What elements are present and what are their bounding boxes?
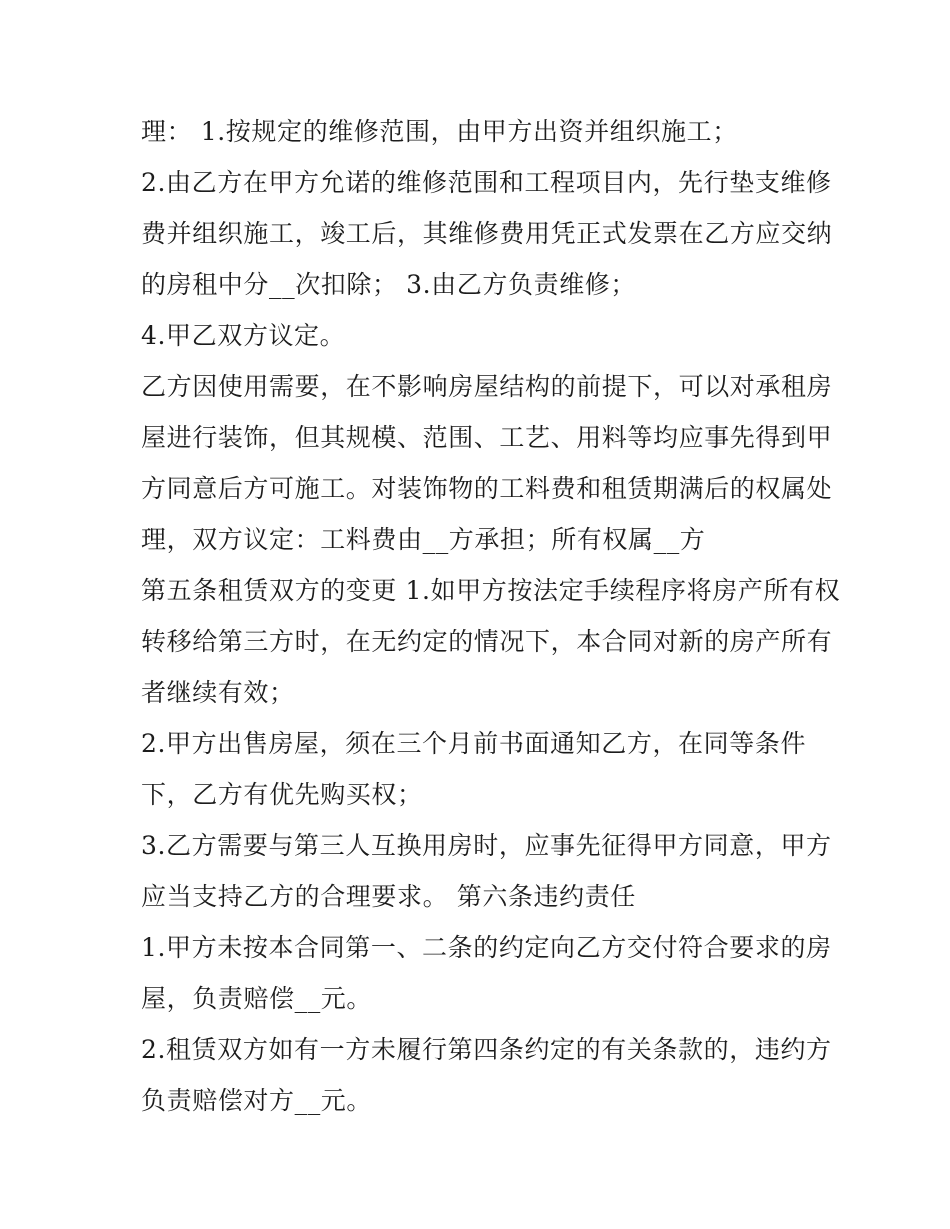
text-line: 4.甲乙双方议定。 [141, 321, 346, 350]
text-line: 负责赔偿对方__元。 [141, 1086, 373, 1115]
text-line: 者继续有效； [141, 678, 295, 707]
text-line: 屋，负责赔偿__元。 [141, 984, 373, 1013]
text-line: 应当支持乙方的合理要求。 第六条违约责任 [141, 882, 636, 911]
text-line: 2.租赁双方如有一方未履行第四条约定的有关条款的，违约方 [141, 1035, 832, 1064]
text-line: 转移给第三方时，在无约定的情况下，本合同对新的房产所有 [141, 627, 833, 656]
text-line: 理，双方议定：工料费由__方承担；所有权属__方 [141, 525, 706, 554]
text-line: 方同意后方可施工。对装饰物的工料费和租赁期满后的权属处 [141, 474, 833, 503]
text-line: 第五条租赁双方的变更 1.如甲方按法定手续程序将房产所有权 [141, 576, 841, 605]
text-line: 2.由乙方在甲方允诺的维修范围和工程项目内，先行垫支维修 [141, 168, 832, 197]
text-line: 1.甲方未按本合同第一、二条的约定向乙方交付符合要求的房 [141, 933, 832, 962]
contract-text [141, 106, 841, 1126]
text-line: 下，乙方有优先购买权； [141, 780, 423, 809]
text-line: 屋进行装饰，但其规模、范围、工艺、用料等均应事先得到甲 [141, 423, 833, 452]
text-line: 理： 1.按规定的维修范围，由甲方出资并组织施工； [141, 117, 738, 146]
text-line: 乙方因使用需要，在不影响房屋结构的前提下，可以对承租房 [141, 372, 833, 401]
text-line: 3.乙方需要与第三人互换用房时，应事先征得甲方同意，甲方 [141, 831, 832, 860]
text-line: 2.甲方出售房屋，须在三个月前书面通知乙方，在同等条件 [141, 729, 807, 758]
text-line: 费并组织施工，竣工后，其维修费用凭正式发票在乙方应交纳 [141, 219, 833, 248]
text-line: 的房租中分__次扣除； 3.由乙方负责维修； [141, 270, 637, 299]
